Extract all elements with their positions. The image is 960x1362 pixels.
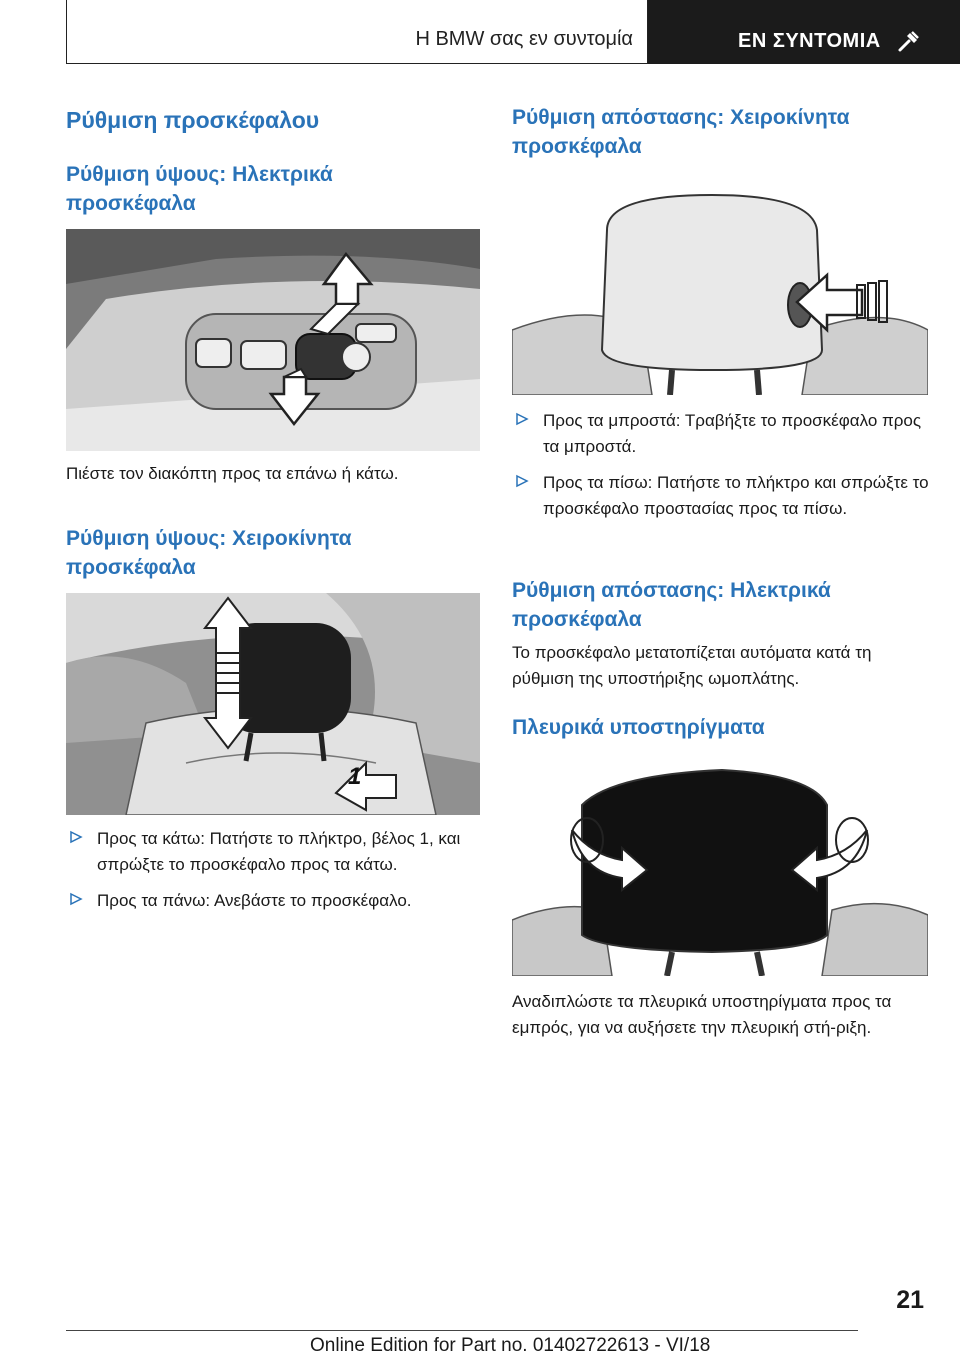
list-item-text: Προς τα μπροστά: Τραβήξτε το προσκέφαλο προς τα μπροστά. <box>543 411 922 456</box>
footer-divider <box>66 1330 858 1331</box>
section-heading-height-manual: Ρύθμιση ύψους: Χειροκίνητα προσκέφαλα <box>66 527 352 579</box>
list-item <box>512 470 932 522</box>
section-heading-height-electric: Ρύθμιση ύψους: Ηλεκτρικά προσκέφαλα <box>66 163 333 215</box>
page-number: 21 <box>896 1286 924 1314</box>
section-heading-distance-electric: Ρύθμιση απόστασης: Ηλεκτρικά προσκέφαλα <box>512 579 831 631</box>
figure-headrest-distance-button <box>512 190 928 395</box>
header-tab-label: ΕΝ ΣΥΝΤΟΜΙΑ <box>738 30 881 52</box>
list-item <box>512 408 932 460</box>
page-title: Ρύθμιση προσκέφαλου <box>66 107 320 133</box>
list-item-text: Προς τα κάτω: Πατήστε το πλήκτρο, βέλος 1, και σπρώξτε το προσκέφαλο προς τα κάτω. <box>97 829 461 874</box>
header-tab[interactable] <box>648 0 960 64</box>
section-body-side-supports: Αναδιπλώστε τα πλευρικά υποστηρίγματα προς τα εμπρός, για να αυξήσετε την πλευρική στή-ριξη. <box>512 992 892 1037</box>
header-title-box <box>66 0 648 64</box>
header-section-title: Η BMW σας εν συντομία <box>415 28 633 50</box>
triangle-bullet-icon <box>515 474 529 488</box>
list-item-text: Προς τα πίσω: Πατήστε το πλήκτρο και σπρώξτε το προσκέφαλο προστασίας προς τα πίσω. <box>543 473 929 518</box>
figure-callout-1: 1 <box>348 763 362 790</box>
figure-manual-headrest-height <box>66 593 480 815</box>
bullet-list-distance-manual <box>512 408 932 532</box>
triangle-bullet-icon <box>69 830 83 844</box>
section-heading-distance-manual: Ρύθμιση απόστασης: Χειροκίνητα προσκέφαλα <box>512 106 850 158</box>
figure-side-supports <box>512 760 928 976</box>
section-body-height-electric: Πιέστε τον διακόπτη προς τα επάνω ή κάτω. <box>66 464 399 483</box>
bullet-list-height-manual <box>66 826 486 924</box>
section-heading-side-supports: Πλευρικά υποστηρίγματα <box>512 716 765 739</box>
footer-edition: Online Edition for Part no. 01402722613 - VI/18 <box>310 1335 711 1356</box>
triangle-bullet-icon <box>69 892 83 906</box>
list-item <box>66 826 486 878</box>
figure-electric-seat-switch <box>66 229 480 451</box>
triangle-bullet-icon <box>515 412 529 426</box>
wrench-hammer-icon <box>896 28 922 54</box>
list-item-text: Προς τα πάνω: Ανεβάστε το προσκέφαλο. <box>97 891 412 910</box>
section-body-distance-electric: Το προσκέφαλο μετατοπίζεται αυτόματα κατά τη ρύθμιση της υποστήριξης ωμοπλάτης. <box>512 643 872 688</box>
list-item <box>66 888 486 914</box>
